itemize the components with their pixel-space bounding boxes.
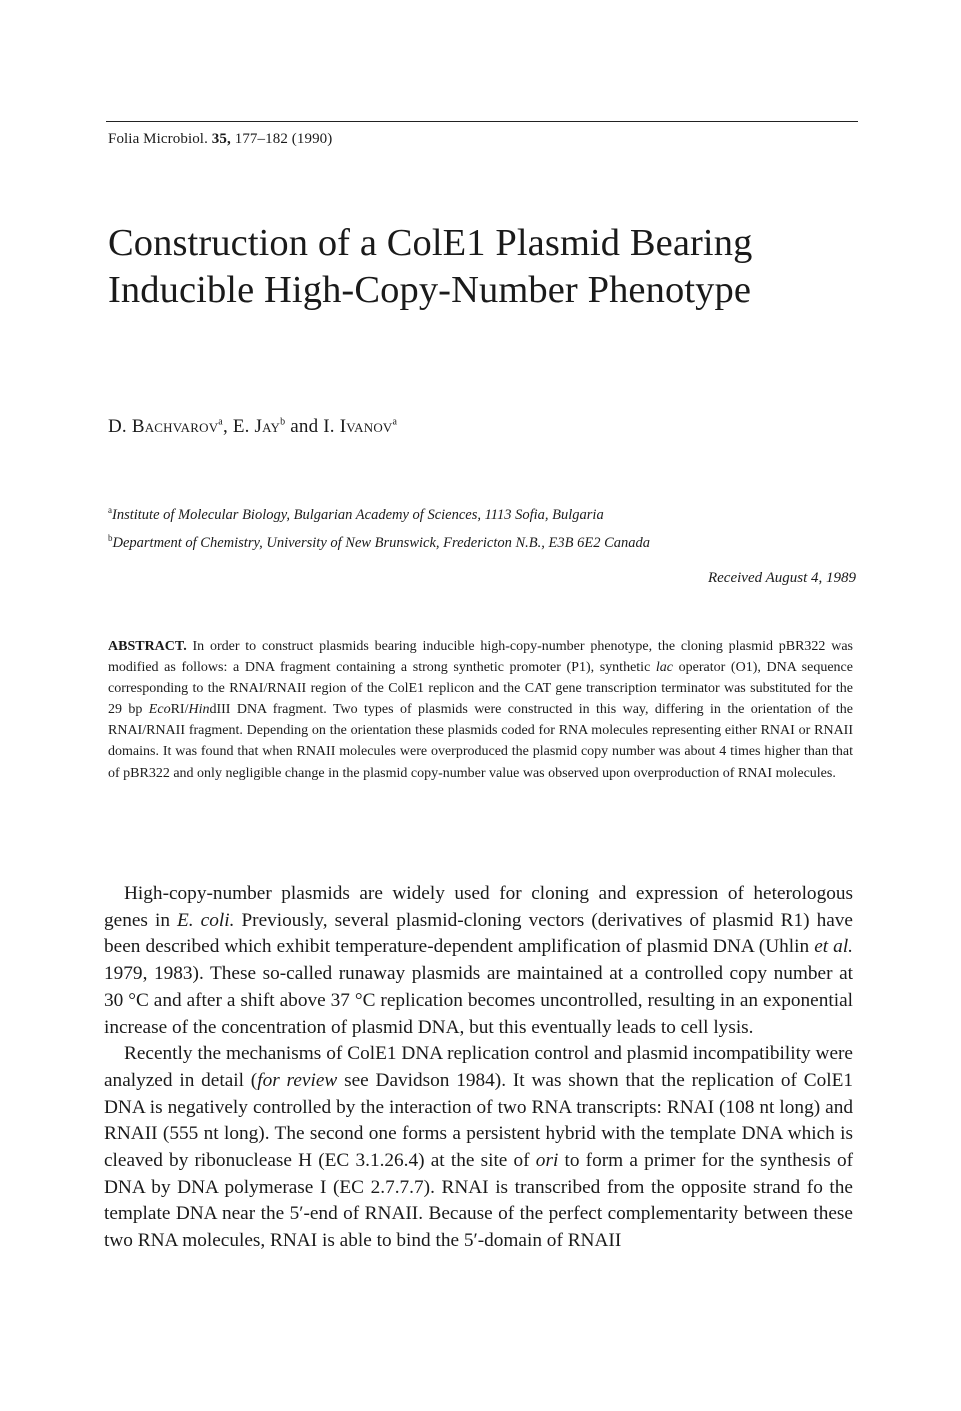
p1-text-c: 1979, 1983). These so-called runaway plasmids are maintained at a controlled copy number at 30 °C and after a shift above 37 °C replication becomes uncontrolled, resulting in an exponential increase of the concentration of plasmid DNA, but this eventually leads to cell lysis. xyxy=(104,963,853,1038)
abstract xyxy=(108,636,853,784)
paper-title xyxy=(108,220,868,314)
author-1-name: Bachvarov xyxy=(131,416,219,437)
author-1-affil-mark: a xyxy=(218,416,223,428)
journal-pages-year: 177–182 (1990) xyxy=(234,131,333,147)
journal-name: Folia Microbiol. xyxy=(108,131,208,147)
journal-citation xyxy=(108,131,332,148)
p1-text-a: High-copy-number plasmids are widely used for cloning and expression of heterologous genes in xyxy=(104,883,853,931)
p2-ori: ori xyxy=(535,1150,559,1172)
p1-text-b: Previously, several plasmid-cloning vectors (derivatives of plasmid R1) have been described which exhibit temperature-dependent amplification of plasmid DNA (Uhlin xyxy=(104,909,853,958)
affiliations xyxy=(108,499,650,555)
p2-text-c: to form a primer for the synthesis of DNA by DNA polymerase I (EC 2.7.7.7). RNAI is transcribed from the opposite strand fo the template DNA near the 5′-end of RNAII. Because of the perfect complementarity between these two RNA molecules, RNAI is able to bind the 5′-domain of RNAII xyxy=(104,1150,854,1252)
author-1-initial: D. xyxy=(108,416,132,437)
title-line-2: Inducible High-Copy-Number Phenotype xyxy=(108,269,752,311)
journal-volume: 35, xyxy=(211,131,231,147)
p2-for-review: for review xyxy=(257,1069,338,1091)
author-separator-1: , E. xyxy=(222,416,255,437)
p2-text-b: see Davidson 1984). It was shown that the replication of ColE1 DNA is negatively controlled by the interaction of two RNA transcripts: RNAI (108 nt long) and RNAII (555 nt long). The second one forms a persistent hybrid with the template DNA which is cleaved by ribonuclease H (EC 3.1.26.4) at the site of xyxy=(104,1069,853,1172)
abstract-text-2: operator (O1), DNA sequence corresponding to the RNAI/RNAII region of the ColE1 replicon and the CAT gene transcription terminator was substituted for the 29 bp xyxy=(108,660,853,718)
abstract-label: ABSTRACT. xyxy=(108,639,187,654)
author-separator-2: and I. xyxy=(285,416,340,437)
affiliation-a-text: Institute of Molecular Biology, Bulgarian Academy of Sciences, 1113 Sofia, Bulgaria xyxy=(112,506,604,523)
author-3-name: Ivanov xyxy=(339,416,393,437)
body-text xyxy=(104,881,853,1255)
p2-text-a: Recently the mechanisms of ColE1 DNA replication control and plasmid incompatibility were analyzed in detail ( xyxy=(104,1043,853,1091)
author-2-name: Jay xyxy=(254,416,281,437)
body-paragraph-1 xyxy=(104,881,853,1041)
abstract-hind: Hin xyxy=(188,702,210,718)
author-3-affil-mark: a xyxy=(392,416,398,428)
body-paragraph-2 xyxy=(104,1041,853,1255)
header-rule xyxy=(106,121,858,122)
p1-etal: et al. xyxy=(814,936,853,958)
abstract-text-3: RI/ xyxy=(170,702,189,718)
abstract-eco: Eco xyxy=(148,702,171,718)
received-date: Received August 4, 1989 xyxy=(707,570,856,586)
author-2-affil-mark: b xyxy=(280,416,286,428)
abstract-text-1: In order to construct plasmids bearing inducible high-copy-number phenotype, the cloning plasmid pBR322 was modified as follows: a DNA fragment containing a strong synthetic promoter (P1), synthetic xyxy=(108,639,853,676)
abstract-lac: lac xyxy=(655,660,674,676)
author-list xyxy=(108,416,397,438)
affiliation-b xyxy=(108,527,650,555)
affiliation-b-mark: b xyxy=(108,532,113,543)
affiliation-a-mark: a xyxy=(108,505,112,515)
affiliation-a xyxy=(108,499,650,527)
abstract-text-4: dIII DNA fragment. Two types of plasmids were constructed in this way, differing in the orientation of the RNAI/RNAII fragment. Depending on the orientation these plasmids coded for RNA molecules representing either RNAI or RNAII domains. It was found that when RNAII molecules were overproduced the plasmid copy number was about 4 times higher than that of pBR322 and only negligible change in the plasmid copy-number value was observed upon overproduction of RNAI molecules. xyxy=(108,702,854,781)
p1-ecoli: E. coli. xyxy=(177,909,235,931)
affiliation-b-text: Department of Chemistry, University of New Brunswick, Fredericton N.B., E3B 6E2 Canada xyxy=(112,534,651,551)
title-line-1: Construction of a ColE1 Plasmid Bearing xyxy=(108,222,753,264)
